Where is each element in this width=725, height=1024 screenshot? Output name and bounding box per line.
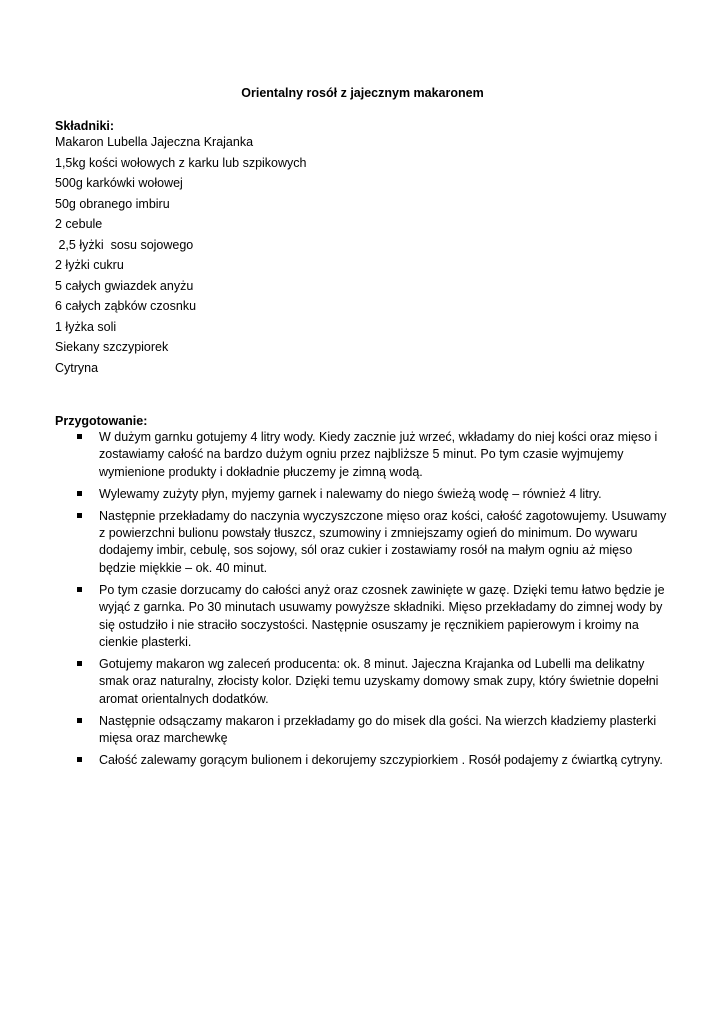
ingredient-item: 2 cebule [55, 217, 103, 231]
preparation-step [72, 713, 672, 748]
square-bullet-icon [77, 661, 82, 666]
preparation-step [72, 508, 672, 578]
square-bullet-icon [77, 491, 82, 496]
ingredients-heading: Składniki: [55, 119, 115, 133]
preparation-step [72, 582, 672, 652]
preparation-step-text: Następnie przekładamy do naczynia wyczyszczone mięso oraz kości, całość zagotowujemy. Usuwamy z powierzchni bulionu powstały tłuszcz, szumowiny i zmniejszamy ogień do minimum. Do wywaru dodajemy imbir, cebulę, sos sojowy, sól oraz cukier i zostawiamy rosół na małym ogniu aż mięso będzie miękkie – ok. 40 minut. [99, 508, 667, 575]
ingredient-item: 1 łyżka soli [55, 319, 117, 334]
ingredient-item: 50g obranego imbiru [55, 196, 170, 211]
preparation-step-text: W dużym garnku gotujemy 4 litry wody. Kiedy zacznie już wrzeć, wkładamy do niej kości oraz mięso i zostawiamy całość na bardzo dużym ogniu przez najbliższe 5 minut. Po tym czasie wyjmujemy wymienione produkty i dokładnie płuczemy je zimną wodą. [99, 430, 658, 479]
square-bullet-icon [77, 757, 82, 762]
preparation-step-text: Całość zalewamy gorącym bulionem i dekorujemy szczypiorkiem . Rosół podajemy z ćwiartką cytryny. [99, 752, 663, 767]
square-bullet-icon [77, 434, 82, 439]
square-bullet-icon [77, 513, 82, 518]
preparation-step [72, 486, 672, 503]
preparation-step [72, 656, 672, 708]
square-bullet-icon [77, 718, 82, 723]
ingredients-list [55, 134, 675, 380]
ingredient-item: 5 całych gwiazdek anyżu [55, 278, 194, 293]
square-bullet-icon [77, 587, 82, 592]
ingredient-item: 500g karkówki wołowej [55, 176, 183, 190]
preparation-step-text: Wylewamy zużyty płyn, myjemy garnek i nalewamy do niego świeżą wodę – również 4 litry. [99, 486, 602, 501]
preparation-step-text: Gotujemy makaron wg zaleceń producenta: ok. 8 minut. Jajeczna Krajanka od Lubelli ma delikatny smak oraz naturalny, złocisty kolor. Dzięki temu uzyskamy domowy smak zupy, który świetnie dopełni aromat orientalnych dodatków. [99, 656, 659, 706]
preparation-step [72, 752, 672, 769]
ingredient-item: Cytryna [55, 360, 99, 375]
preparation-step [72, 429, 672, 481]
ingredient-item: Siekany szczypiorek [55, 340, 169, 354]
preparation-step-text: Po tym czasie dorzucamy do całości anyż oraz czosnek zawinięte w gazę. Dzięki temu łatwo będzie je wyjąć z garnka. Po 30 minutach usuwamy powyższe składniki. Mięso przekładamy do zimnej wody by się ostudziło i nie straciło soczystości. Następnie osuszamy je ręcznikiem papierowym i kroimy na cienkie plasterki. [99, 582, 665, 649]
preparation-heading: Przygotowanie: [55, 414, 148, 428]
preparation-steps-list [72, 429, 672, 774]
preparation-step-text: Następnie odsączamy makaron i przekładamy go do misek dla gości. Na wierzch kładziemy plasterki mięsa oraz marchewkę [99, 713, 657, 745]
ingredient-item: 6 całych ząbków czosnku [55, 299, 197, 313]
ingredient-item: Makaron Lubella Jajeczna Krajanka [55, 135, 254, 149]
ingredient-item: 2 łyżki cukru [55, 258, 124, 272]
ingredient-item: 1,5kg kości wołowych z karku lub szpikowych [55, 155, 307, 170]
ingredient-item: 2,5 łyżki sosu sojowego [55, 237, 194, 252]
recipe-title: Orientalny rosół z jajecznym makaronem [241, 86, 484, 100]
